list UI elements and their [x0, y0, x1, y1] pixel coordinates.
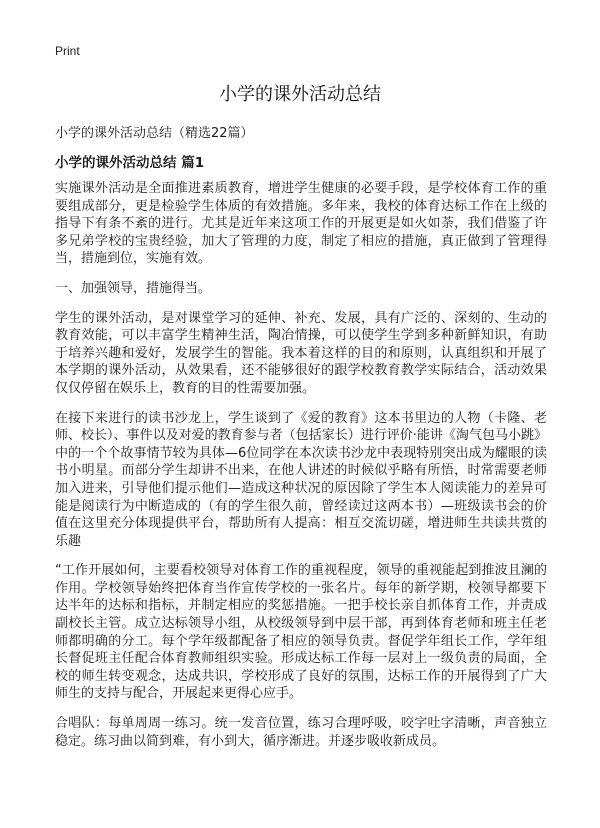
- section-heading: 小学的课外活动总结 篇1: [55, 155, 205, 171]
- paragraph-activities: 学生的课外活动，是对课堂学习的延伸、补充、发展，具有广泛的、深刻的、生动的教育效能，可以丰富学生精神生活，陶冶情操，可以使学生学到多种新鲜知识，有助于培养兴趣和爱好，发展学生的智能。我本着这样的目的和原则，认真组织和开展了本学期的课外活动，从效果看，还不能够很好的跟学校教育教学实际结合，活动效果仅仅停留在娱乐上，教育的目的性需要加强。: [55, 310, 547, 396]
- page-title: 小学的课外活动总结: [219, 84, 381, 105]
- paragraph-reading-salon: 在接下来进行的读书沙龙上，学生谈到了《爱的教育》这本书里边的人物（卡隆、老师、校长）、事件以及对爱的教育参与者（包括家长）进行评价·能讲《淘气包马小跳》中的一个个故事情节较为具体—6位同学在本次读书沙龙中表现特别突出成为耀眼的读书小明星。而部分学生却讲不出来，在他人讲述的时候似乎略有所悟，时常需要老师加入进来，引导他们提示他们—造成这种状况的原因除了学生本人阅读能力的差异可能是阅读行为中断造成的（有的学生很久前，曾经读过这两本书）—班级读书会的价值在这里充分体现提供平台，帮助所有人提高：相互交流切磋，增进师生共读共赏的乐趣: [55, 410, 547, 549]
- document-subtitle: 小学的课外活动总结（精选22篇）: [55, 126, 254, 141]
- paragraph-intro: 实施课外活动是全面推进素质教育，增进学生健康的必要手段，是学校体育工作的重要组成部分，更是检验学生体质的有效措施。多年来，我校的体育达标工作在上级的指导下有条不紊的进行。尤其是近年来这项工作的开展更是如火如荼，我们借鉴了许多兄弟学校的宝贵经验，加大了管理的力度，制定了相应的措施，真正做到了管理得当，措施到位，实施有效。: [55, 181, 547, 267]
- print-link[interactable]: Print: [55, 44, 80, 58]
- paragraph-heading-leadership: 一、加强领导，措施得当。: [55, 280, 212, 296]
- article-body: [55, 180, 547, 762]
- paragraph-choir: 合唱队：每单周周一练习。统一发音位置，练习合理呼吸，咬字吐字清晰，声音独立稳定。练习曲以简到难，有小到大，循序渐进。并逐步吸收新成员。: [55, 716, 547, 749]
- paragraph-leadership-work: “工作开展如何，主要看校领导对体育工作的重视程度，领导的重视能起到推波且澜的作用。学校领导始终把体育当作宣传学校的一张名片。每年的新学期，校领导都要下达半年的达标和指标，并制定相应的奖惩措施。一把手校长亲自抓体育工作，并责成副校长主管。成立达标领导小组，从校级领导到中层干部，再到体育老师和班主任老师都明确的分工。每个学年级都配备了相应的领导负责。督促学年组长工作，学年组长督促班主任配合体育教师组织实验。形成达标工作每一层对上一级负责的局面，全校的师生转变观念，达成共识，学校形成了良好的氛围，达标工作的开展得到了广大师生的支持与配合，开展起来更得心应手。: [55, 563, 547, 702]
